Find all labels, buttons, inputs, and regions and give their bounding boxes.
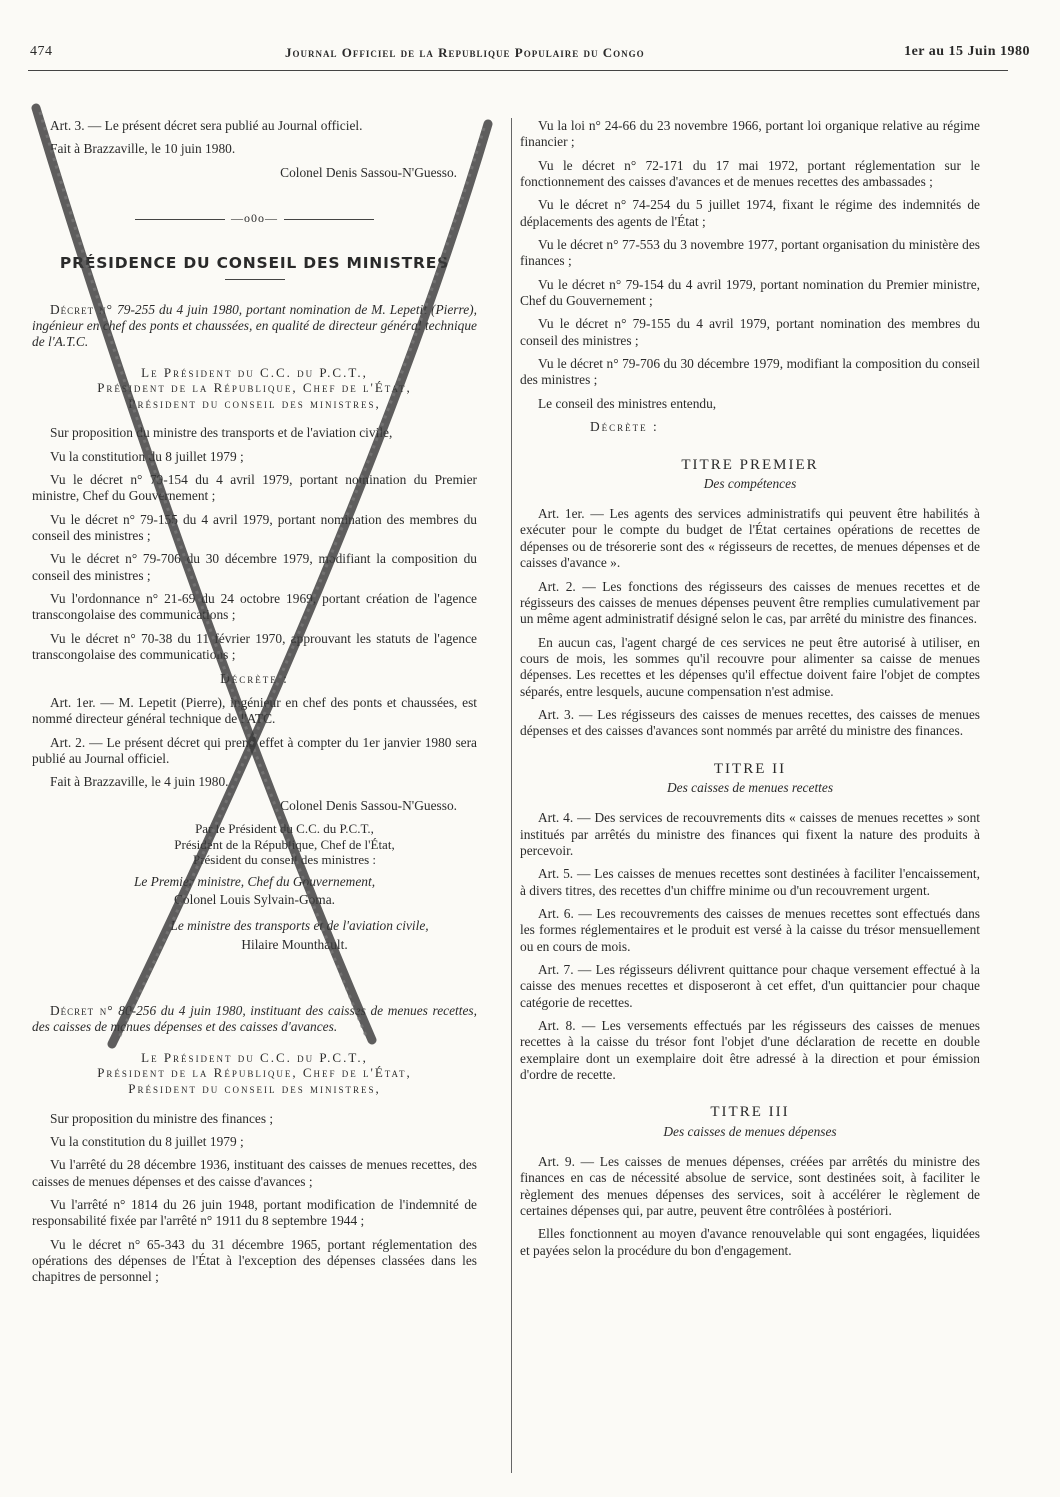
visa-r4: Vu le décret n° 77-553 du 3 novembre 1977, portant organisation du ministère des finances ;	[520, 237, 980, 269]
titre-1-subtitle: Des compétences	[703, 475, 797, 491]
visa-3: Vu le décret n° 79-154 du 4 avril 1979, portant nomination du Premier ministre, Chef du Gouvernement ;	[32, 472, 477, 504]
column-divider	[511, 118, 512, 1473]
visa-r6: Vu le décret n° 79-155 du 4 avril 1979, portant nomination des membres du conseil des ministres ;	[520, 316, 980, 348]
titre-2: TITRE II	[713, 760, 787, 777]
president-block-2: Le Président du C.C. du P.C.T., Président de la République, Chef de l'État, Président du conseil des ministres,	[97, 1049, 412, 1096]
pm-title: Le Premier ministre, Chef du Gouvernement,	[133, 873, 376, 889]
article-r3: Art. 3. — Les régisseurs des caisses de menues recettes, des caisses de menues dépenses et des caisses d'avances sont nommés par arrêté du ministre des finances.	[520, 706, 980, 739]
article-2: Art. 2. — Le présent décret qui prend effet à compter du 1er janvier 1980 sera publié au Journal officiel.	[32, 734, 477, 766]
titre-2-subtitle: Des caisses de menues recettes	[666, 779, 834, 795]
visa-r1: Vu la loi n° 24-66 du 23 novembre 1966, portant loi organique relative au régime financier ;	[520, 118, 980, 150]
article-r5: Art. 5. — Les caisses de menues recettes sont destinées à faciliter l'encaissement, à divers titres, des recettes d'un chiffre minime ou d'un recouvrement urgent.	[520, 866, 980, 898]
decret-1-heading: Décret n° 79-255 du 4 juin 1980, portant nomination de M. Lepetit (Pierre), ingénieur en chef des ponts et chaussées, en qualité de directeur général technique de l'A.T.C.	[32, 301, 477, 350]
separator: —o0o—	[32, 211, 477, 226]
minister-title: Le ministre des transports et de l'aviation civile,	[170, 918, 429, 934]
article-r4: Art. 4. — Des services de recouvrements dits « caisses de menues recettes » sont institués par arrêtés du ministre des finances qui fixent la nature des produits à percevoir.	[520, 810, 980, 858]
article-r1: Art. 1er. — Les agents des services administratifs qui peuvent être habilités à exécuter pour le compte du budget de l'État certaines opérations de recettes de dépenses ou de trésorerie sont des « régisseurs de recettes, de menues dépenses et de caisses d'avance ».	[520, 506, 980, 571]
visa-2: Vu la constitution du 8 juillet 1979 ;	[50, 448, 244, 464]
visa-q1: Sur proposition du ministre des finances ;	[50, 1110, 274, 1126]
article-r2: Art. 2. — Les fonctions des régisseurs des caisses de menues recettes et de régisseurs des caisses de menues dépenses peuvent être remplies cumulativement par un même agent administratif désigné selon le cas, par arrêté du ministre des finances.	[520, 578, 980, 627]
visa-r8: Le conseil des ministres entendu,	[538, 395, 717, 411]
header-rule	[28, 70, 1008, 71]
section-rule	[225, 279, 285, 280]
titre-3: TITRE III	[710, 1104, 790, 1121]
par-le-president-block: Par le Président du C.C. du P.C.T., Président de la République, Chef de l'État, Président du conseil des ministres :	[174, 820, 395, 868]
article-r7: Art. 7. — Les régisseurs délivrent quittance pour chaque versement effectué à la caisse des menues recettes et disposeront à cet effet, d'un quittancier pour chaque catégorie de recettes.	[520, 962, 980, 1010]
article-3: Art. 3. — Le présent décret sera publié au Journal officiel.	[50, 118, 363, 133]
visa-7: Vu le décret n° 70-38 du 11 février 1970, approuvant les statuts de l'agence transcongolaise des communications ;	[32, 630, 477, 663]
visa-q3: Vu l'arrêté du 28 décembre 1936, instituant des caisses de menues recettes, des caisses de menues dépenses et des caisse d'avances ;	[32, 1157, 477, 1189]
visa-5: Vu le décret n° 79-706 du 30 décembre 1979, modifiant la composition du conseil des ministres ;	[32, 551, 477, 583]
visa-q5: Vu le décret n° 65-343 du 31 décembre 1965, portant réglementation des opérations des dépenses de l'État à l'exception des dépenses classées dans les chapitres de personnel ;	[32, 1236, 477, 1285]
article-r6: Art. 6. — Les recouvrements des caisses de menues recettes sont effectués dans les formes réglementaires et le produit est versé à la caisse du trésor mensuellement ou en cours de mois.	[520, 905, 980, 954]
visa-1: Sur proposition du ministre des transports et de l'aviation civile,	[50, 425, 393, 441]
titre-3-subtitle: Des caisses de menues dépenses	[663, 1123, 837, 1139]
left-column	[32, 118, 477, 1293]
article-r9: Art. 9. — Les caisses de menues dépenses, créées par arrêtés du ministre des finances en cas de nécessité absolue de service, sont destinées soit, à faciliter le règlement des menues dépenses des services, soit à accélérer le règlement de certaines dépenses qui, par autre, peuvent être contrôlées à postériori.	[520, 1154, 980, 1219]
visa-r3: Vu le décret n° 74-254 du 5 juillet 1974, fixant le régime des indemnités de déplacements des agents de l'État ;	[520, 197, 980, 229]
issue-date: 1er au 15 Juin 1980	[904, 44, 1030, 59]
minister-signature: Hilaire Mounthault.	[241, 936, 348, 952]
page-number: 474	[30, 44, 53, 59]
signature-2: Colonel Denis Sassou-N'Guesso.	[280, 797, 457, 813]
pm-signature: Colonel Louis Sylvain-Goma.	[173, 892, 336, 908]
article-r8: Art. 8. — Les versements effectués par les régisseurs des caisses de menues recettes à la caisse du trésor font l'objet d'une déclaration de recette en double exemplaire dont un exemplaire doit être adressé à la direction et pour émission d'ordre de recette.	[520, 1018, 980, 1083]
visa-4: Vu le décret n° 79-155 du 4 avril 1979, portant nomination des membres du conseil des ministres ;	[32, 511, 477, 544]
signature-1: Colonel Denis Sassou-N'Guesso.	[280, 164, 457, 180]
decrete-label-2: Décrète :	[590, 419, 659, 435]
visa-r2: Vu le décret n° 72-171 du 17 mai 1972, portant réglementation sur le fonctionnement des caisses d'avances et de menues recettes des ambassades ;	[520, 157, 980, 190]
fait-a-brazzaville-2: Fait à Brazzaville, le 4 juin 1980.	[50, 774, 229, 790]
article-r9b: Elles fonctionnent au moyen d'avance renouvelable qui sont engagées, liquidées et payées selon la procédure du bon d'engagement.	[520, 1226, 980, 1258]
titre-1: TITRE PREMIER	[681, 456, 819, 473]
visa-q4: Vu l'arrêté n° 1814 du 26 juin 1948, portant modification de l'indemnité de responsabilité fixée par l'arrêté n° 1911 du 8 septembre 1944 ;	[32, 1196, 477, 1229]
page-header	[30, 40, 1030, 66]
visa-r5: Vu le décret n° 79-154 du 4 avril 1979, portant nomination du Premier ministre, Chef du Gouvernement ;	[520, 276, 980, 309]
decret-2-heading: Décret n° 80-256 du 4 juin 1980, instituant des caisses de menues recettes, des caisses de menues dépenses et des caisses d'avances.	[32, 1003, 477, 1035]
fait-a-brazzaville-1: Fait à Brazzaville, le 10 juin 1980.	[50, 141, 236, 157]
journal-title: Journal Officiel de la Republique Populaire du Congo	[285, 45, 645, 60]
article-1: Art. 1er. — M. Lepetit (Pierre), ingénieur en chef des ponts et chaussées, est nommé directeur général technique de l'ATC.	[32, 694, 477, 727]
article-r2b: En aucun cas, l'agent chargé de ces services ne peut être autorisé à utiliser, en cours de mois, les sommes qu'il recouvre pour alimenter sa caisse de menues dépenses. Les recettes et les dépenses qu'il effectue doivent faire l'objet de comptes séparés, entre lesquels, aucune compensation n'est admise.	[520, 634, 980, 699]
visa-q2: Vu la constitution du 8 juillet 1979 ;	[50, 1133, 244, 1149]
visa-r7: Vu le décret n° 79-706 du 30 décembre 1979, modifiant la composition du conseil des ministres ;	[520, 356, 980, 388]
decrete-label: Décrète :	[220, 670, 289, 686]
visa-6: Vu l'ordonnance n° 21-69 du 24 octobre 1969, portant création de l'agence transcongolaise des communications ;	[32, 591, 477, 623]
section-title: PRÉSIDENCE DU CONSEIL DES MINISTRES	[59, 253, 450, 272]
right-column	[520, 118, 980, 1266]
president-block-1: Le Président du C.C. du P.C.T., Président de la République, Chef de l'État, Président du conseil des ministres,	[97, 364, 412, 411]
